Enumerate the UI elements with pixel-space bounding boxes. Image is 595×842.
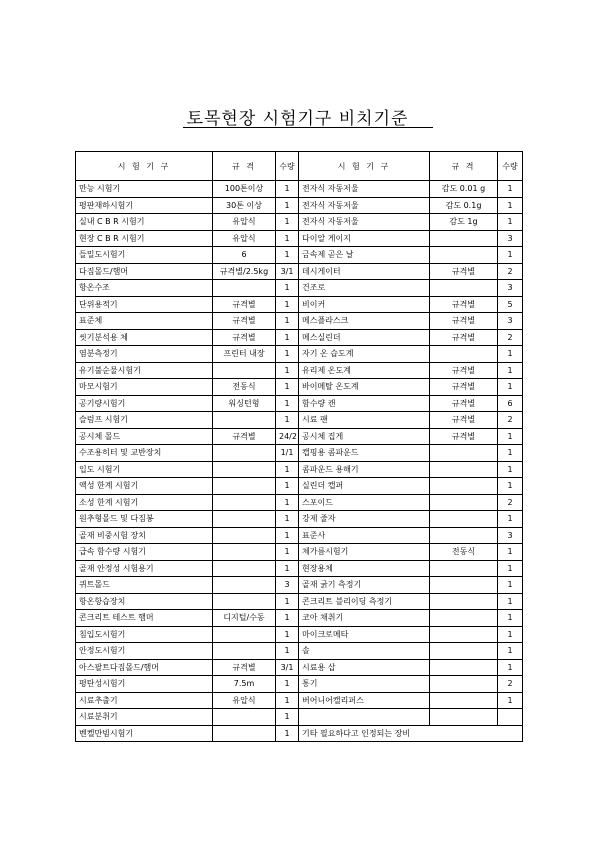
header-spec-right: 규 격 — [430, 152, 498, 181]
quantity-cell: 2 — [498, 494, 523, 511]
table-row — [76, 313, 523, 330]
header-name-right: 시 험 기 구 — [299, 152, 430, 181]
table-row — [76, 395, 523, 412]
spec-cell — [430, 494, 498, 511]
quantity-cell: 1 — [276, 181, 299, 198]
equipment-name-cell: 마이크로메타 — [299, 626, 430, 643]
equipment-name-cell: 버어니어캘리퍼스 — [299, 692, 430, 709]
equipment-name-cell: 평판재하시험기 — [76, 197, 213, 214]
quantity-cell: 1 — [276, 313, 299, 330]
quantity-cell: 1 — [498, 544, 523, 561]
quantity-cell: 1 — [276, 362, 299, 379]
spec-cell: 규격별/2.5kg — [213, 263, 276, 280]
equipment-name-cell: 입도 시험기 — [76, 461, 213, 478]
equipment-name-cell: 표준사 — [299, 527, 430, 544]
spec-cell — [213, 280, 276, 297]
quantity-cell: 1 — [498, 659, 523, 676]
spec-cell: 7.5m — [213, 676, 276, 693]
table-row — [76, 478, 523, 495]
spec-cell — [430, 230, 498, 247]
table-row — [76, 511, 523, 528]
spec-cell: 100톤이상 — [213, 181, 276, 198]
spec-cell: 규격별 — [430, 329, 498, 346]
spec-cell — [213, 626, 276, 643]
table-row — [76, 643, 523, 660]
quantity-cell: 5 — [498, 296, 523, 313]
equipment-name-cell: 건조로 — [299, 280, 430, 297]
spec-cell: 규격별 — [213, 313, 276, 330]
spec-cell: 규격별 — [430, 313, 498, 330]
table-row — [76, 626, 523, 643]
table-row — [76, 428, 523, 445]
spec-cell — [430, 346, 498, 363]
quantity-cell: 1 — [498, 560, 523, 577]
quantity-cell: 1 — [276, 527, 299, 544]
equipment-name-cell: 현장용체 — [299, 560, 430, 577]
table-row — [76, 445, 523, 462]
spec-cell: 규격별 — [213, 659, 276, 676]
table-row — [76, 527, 523, 544]
spec-cell: 워싱턴형 — [213, 395, 276, 412]
quantity-cell: 1 — [498, 247, 523, 264]
quantity-cell: 1 — [498, 461, 523, 478]
spec-cell: 규격별 — [430, 428, 498, 445]
equipment-name-cell: 수조용히터 및 교반장치 — [76, 445, 213, 462]
quantity-cell: 2 — [498, 263, 523, 280]
spec-cell: 프린터 내장 — [213, 346, 276, 363]
quantity-cell: 1 — [498, 181, 523, 198]
table-row — [76, 296, 523, 313]
spec-cell — [430, 560, 498, 577]
spec-cell — [213, 445, 276, 462]
table-row — [76, 610, 523, 627]
equipment-name-cell: 급속 함수량 시험기 — [76, 544, 213, 561]
equipment-name-cell: 바이메탈 온도계 — [299, 379, 430, 396]
equipment-name-cell: 만능 시험기 — [76, 181, 213, 198]
spec-cell — [213, 478, 276, 495]
quantity-cell: 1 — [276, 692, 299, 709]
spec-cell — [213, 461, 276, 478]
table-row — [76, 692, 523, 709]
equipment-name-cell: 현장 C B R 시험기 — [76, 230, 213, 247]
equipment-name-cell: 유리제 온도계 — [299, 362, 430, 379]
table-row — [76, 494, 523, 511]
equipment-name-cell: 시료분취기 — [76, 709, 213, 726]
spec-cell — [430, 676, 498, 693]
equipment-name-cell: 실린더 캡퍼 — [299, 478, 430, 495]
quantity-cell: 1 — [498, 197, 523, 214]
equipment-name-cell: 통기 — [299, 676, 430, 693]
spec-cell — [430, 610, 498, 627]
equipment-name-cell: 씻기분석용 체 — [76, 329, 213, 346]
equipment-name-cell: 코아 채취기 — [299, 610, 430, 627]
equipment-name-cell: 메스플라스크 — [299, 313, 430, 330]
quantity-cell: 1 — [498, 362, 523, 379]
table-row — [76, 197, 523, 214]
spec-cell — [213, 362, 276, 379]
equipment-name-cell: 단위용적기 — [76, 296, 213, 313]
quantity-cell: 1 — [498, 346, 523, 363]
quantity-cell: 1 — [276, 676, 299, 693]
quantity-cell: 1 — [276, 626, 299, 643]
spec-cell: 규격별 — [213, 296, 276, 313]
equipment-name-cell: 항온수조 — [76, 280, 213, 297]
table-row — [76, 577, 523, 594]
quantity-cell: 6 — [498, 395, 523, 412]
spec-cell — [213, 709, 276, 726]
equipment-name-cell: 전자식 자동저울 — [299, 214, 430, 231]
spec-cell — [213, 527, 276, 544]
header-row — [76, 152, 523, 181]
equipment-name-cell: 자기 온 습도계 — [299, 346, 430, 363]
quantity-cell: 1 — [276, 247, 299, 264]
spec-cell — [213, 725, 276, 742]
quantity-cell: 3 — [498, 230, 523, 247]
table-row — [76, 247, 523, 264]
quantity-cell: 1 — [276, 280, 299, 297]
table-row — [76, 676, 523, 693]
spec-cell — [213, 412, 276, 429]
spec-cell: 규격별 — [430, 412, 498, 429]
quantity-cell: 1 — [276, 296, 299, 313]
equipment-name-cell: 공시체 몰드 — [76, 428, 213, 445]
quantity-cell: 3/1 — [276, 659, 299, 676]
spec-cell — [213, 643, 276, 660]
quantity-cell: 1 — [276, 478, 299, 495]
spec-cell: 규격별 — [430, 362, 498, 379]
equipment-name-cell: 침입도시험기 — [76, 626, 213, 643]
equipment-name-cell — [299, 709, 430, 726]
quantity-cell: 1 — [498, 577, 523, 594]
quantity-cell: 3 — [498, 280, 523, 297]
quantity-cell: 1 — [276, 544, 299, 561]
spec-cell: 규격별 — [430, 296, 498, 313]
equipment-name-cell: 공기량시험기 — [76, 395, 213, 412]
quantity-cell: 3 — [498, 527, 523, 544]
spec-cell: 규격별 — [213, 329, 276, 346]
spec-cell: 30톤 이상 — [213, 197, 276, 214]
equipment-name-cell: 퀴트몰드 — [76, 577, 213, 594]
equipment-name-cell: 골재 안정성 시험용기 — [76, 560, 213, 577]
equipment-name-cell: 체가름시험기 — [299, 544, 430, 561]
quantity-cell: 24/2 — [276, 428, 299, 445]
quantity-cell: 1 — [276, 329, 299, 346]
quantity-cell: 1 — [276, 560, 299, 577]
equipment-name-cell: 금속제 곧은 날 — [299, 247, 430, 264]
quantity-cell: 1 — [498, 610, 523, 627]
spec-cell — [430, 659, 498, 676]
spec-cell — [213, 544, 276, 561]
table-row — [76, 709, 523, 726]
table-row — [76, 725, 523, 742]
spec-cell — [430, 593, 498, 610]
equipment-name-cell: 함수량 캔 — [299, 395, 430, 412]
equipment-name-cell: 다짐몰드/햄머 — [76, 263, 213, 280]
spec-cell: 유압식 — [213, 214, 276, 231]
equipment-name-cell: 시료용 삽 — [299, 659, 430, 676]
equipment-name-cell: 시료 팬 — [299, 412, 430, 429]
equipment-name-cell: 골재 비중시험 장치 — [76, 527, 213, 544]
spec-cell: 디지털/수동 — [213, 610, 276, 627]
table-row — [76, 461, 523, 478]
table-row — [76, 214, 523, 231]
spec-cell — [430, 247, 498, 264]
spec-cell — [430, 527, 498, 544]
equipment-name-cell: 유기불순물시험기 — [76, 362, 213, 379]
equipment-name-cell: 콘크리트 블리이딩 측정기 — [299, 593, 430, 610]
spec-cell — [430, 478, 498, 495]
spec-cell — [430, 461, 498, 478]
equipment-name-cell: 염분측정기 — [76, 346, 213, 363]
quantity-cell: 3 — [498, 313, 523, 330]
quantity-cell: 1 — [276, 725, 299, 742]
equipment-name-cell: 시료추출기 — [76, 692, 213, 709]
quantity-cell: 2 — [498, 329, 523, 346]
quantity-cell: 1 — [498, 214, 523, 231]
spec-cell: 전동식 — [213, 379, 276, 396]
quantity-cell: 1 — [276, 395, 299, 412]
quantity-cell: 1 — [498, 379, 523, 396]
note-cell: 기타 필요하다고 인정되는 장비 — [299, 725, 523, 742]
table-row — [76, 329, 523, 346]
table-row — [76, 544, 523, 561]
quantity-cell: 1 — [276, 461, 299, 478]
spec-cell: 6 — [213, 247, 276, 264]
spec-cell: 규격별 — [430, 395, 498, 412]
quantity-cell: 1 — [498, 626, 523, 643]
equipment-name-cell: 전자식 자동저울 — [299, 181, 430, 198]
title-underline — [183, 127, 433, 128]
quantity-cell: 3/1 — [276, 263, 299, 280]
quantity-cell: 1 — [276, 346, 299, 363]
spec-cell — [213, 593, 276, 610]
header-qty-right: 수량 — [498, 152, 523, 181]
equipment-name-cell: 소성 한계 시험기 — [76, 494, 213, 511]
quantity-cell: 1 — [498, 511, 523, 528]
spec-cell — [430, 445, 498, 462]
equipment-name-cell: 비이커 — [299, 296, 430, 313]
quantity-cell: 1 — [276, 197, 299, 214]
spec-cell — [430, 577, 498, 594]
equipment-name-cell: 안정도시험기 — [76, 643, 213, 660]
spec-cell — [213, 511, 276, 528]
table-row — [76, 593, 523, 610]
spec-cell — [430, 511, 498, 528]
quantity-cell: 1/1 — [276, 445, 299, 462]
equipment-name-cell: 공시체 집게 — [299, 428, 430, 445]
spec-cell — [430, 626, 498, 643]
quantity-cell: 1 — [276, 511, 299, 528]
spec-cell: 유압식 — [213, 692, 276, 709]
table-row — [76, 659, 523, 676]
table-row — [76, 230, 523, 247]
equipment-name-cell: 강제 줄자 — [299, 511, 430, 528]
table-row — [76, 263, 523, 280]
quantity-cell: 1 — [276, 643, 299, 660]
spec-cell — [430, 643, 498, 660]
spec-cell — [213, 560, 276, 577]
quantity-cell: 1 — [276, 593, 299, 610]
table-row — [76, 346, 523, 363]
table-row — [76, 412, 523, 429]
spec-cell — [430, 709, 498, 726]
spec-cell: 규격별 — [430, 263, 498, 280]
quantity-cell: 1 — [498, 478, 523, 495]
table-row — [76, 280, 523, 297]
equipment-name-cell: 벤켈만빔시험기 — [76, 725, 213, 742]
spec-cell — [213, 494, 276, 511]
quantity-cell: 1 — [276, 610, 299, 627]
equipment-name-cell: 콤파운드 용해기 — [299, 461, 430, 478]
spec-cell — [213, 577, 276, 594]
quantity-cell: 1 — [498, 692, 523, 709]
quantity-cell: 1 — [498, 643, 523, 660]
table-row — [76, 181, 523, 198]
equipment-name-cell: 아스팔트다짐몰드/햄머 — [76, 659, 213, 676]
equipment-name-cell: 표준체 — [76, 313, 213, 330]
equipment-name-cell: 다이알 게이지 — [299, 230, 430, 247]
quantity-cell: 2 — [498, 412, 523, 429]
equipment-name-cell: 원추형몰드 및 다짐봉 — [76, 511, 213, 528]
spec-cell — [430, 280, 498, 297]
equipment-name-cell: 항온항습장치 — [76, 593, 213, 610]
quantity-cell: 1 — [276, 230, 299, 247]
equipment-name-cell: 스포이드 — [299, 494, 430, 511]
quantity-cell: 1 — [276, 709, 299, 726]
equipment-name-cell: 들밀도시험기 — [76, 247, 213, 264]
equipment-name-cell: 슬럼프 시험기 — [76, 412, 213, 429]
equipment-name-cell: 실내 C B R 시험기 — [76, 214, 213, 231]
page-title: 토목현장 시험기구 비치기준 — [186, 109, 409, 129]
quantity-cell: 3 — [276, 577, 299, 594]
spec-cell: 규격별 — [213, 428, 276, 445]
spec-cell: 감도 0.01 g — [430, 181, 498, 198]
equipment-name-cell: 골재 굵기 측정기 — [299, 577, 430, 594]
table-row — [76, 362, 523, 379]
equipment-name-cell: 평탄성시험기 — [76, 676, 213, 693]
header-qty-left: 수량 — [276, 152, 299, 181]
spec-cell: 전동식 — [430, 544, 498, 561]
table-row — [76, 379, 523, 396]
quantity-cell — [498, 709, 523, 726]
spec-cell: 유압식 — [213, 230, 276, 247]
table-row — [76, 560, 523, 577]
quantity-cell: 1 — [276, 214, 299, 231]
quantity-cell: 1 — [276, 494, 299, 511]
equipment-table — [75, 151, 523, 742]
quantity-cell: 1 — [276, 379, 299, 396]
equipment-name-cell: 전자식 자동저울 — [299, 197, 430, 214]
quantity-cell: 1 — [498, 593, 523, 610]
equipment-name-cell: 메스실린더 — [299, 329, 430, 346]
equipment-name-cell: 액성 한계 시험기 — [76, 478, 213, 495]
header-name-left: 시 험 기 구 — [76, 152, 213, 181]
equipment-name-cell: 콘크리트 테스트 햄머 — [76, 610, 213, 627]
quantity-cell: 1 — [498, 428, 523, 445]
spec-cell: 규격별 — [430, 379, 498, 396]
spec-cell: 감도 1g — [430, 214, 498, 231]
equipment-name-cell: 마모시험기 — [76, 379, 213, 396]
header-spec-left: 규 격 — [213, 152, 276, 181]
quantity-cell: 1 — [498, 445, 523, 462]
equipment-name-cell: 캡핑용 콤파운드 — [299, 445, 430, 462]
quantity-cell: 2 — [498, 676, 523, 693]
equipment-name-cell: 솔 — [299, 643, 430, 660]
spec-cell: 감도 0.1g — [430, 197, 498, 214]
quantity-cell: 1 — [276, 412, 299, 429]
equipment-name-cell: 데시게이터 — [299, 263, 430, 280]
spec-cell — [430, 692, 498, 709]
